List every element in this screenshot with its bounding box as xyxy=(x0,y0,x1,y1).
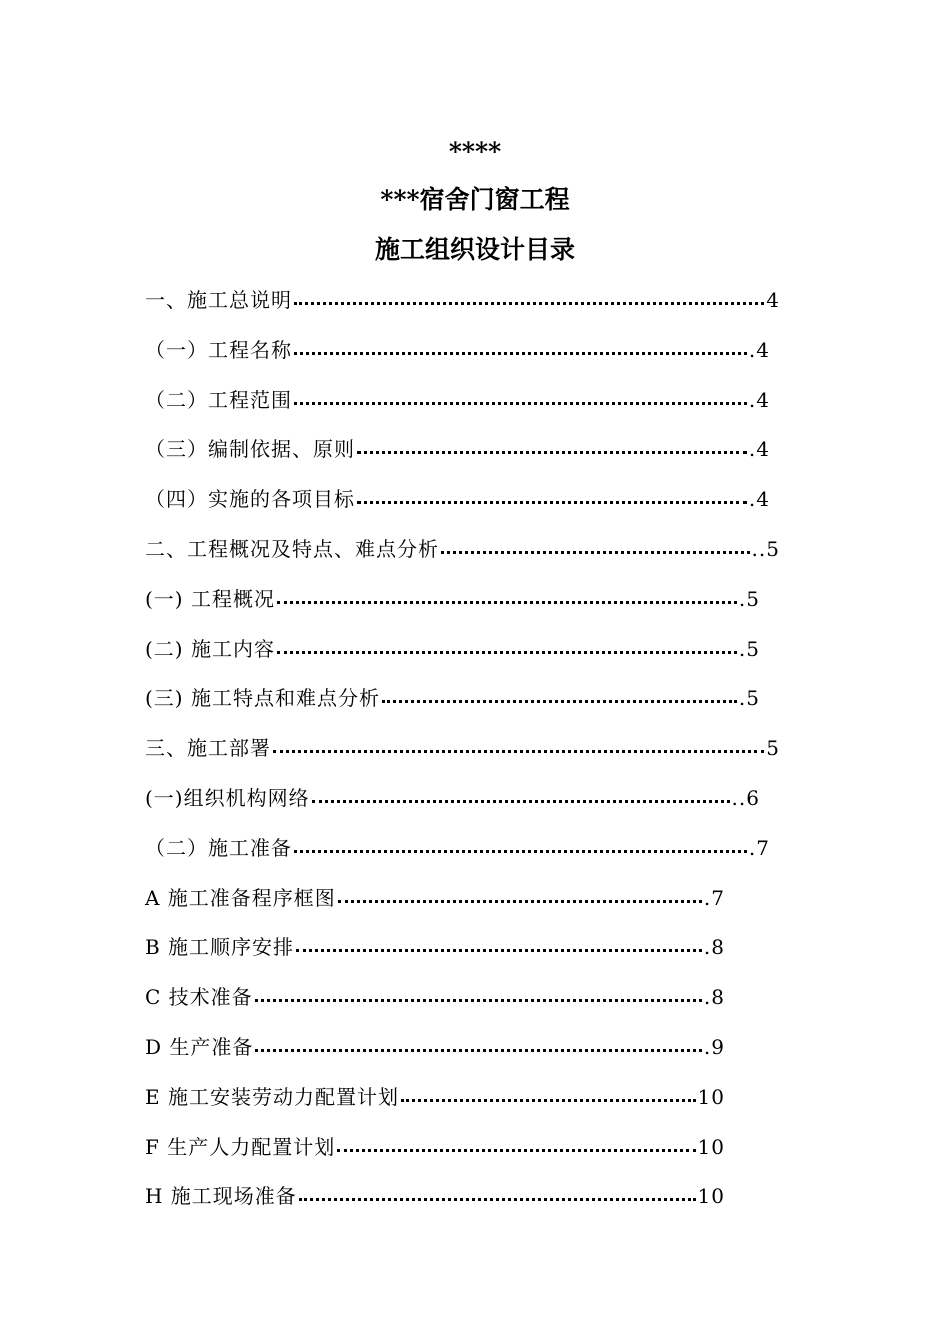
toc-entry xyxy=(145,584,760,614)
toc-entry-label: A 施工准备程序框图 xyxy=(145,886,336,910)
toc-entry xyxy=(145,285,780,315)
toc-entry-label: H 施工现场准备 xyxy=(145,1184,297,1208)
toc-entry xyxy=(145,883,725,913)
toc-dot-leader xyxy=(441,551,750,554)
toc-entry xyxy=(145,1032,725,1062)
toc-entry-page-number: 10 xyxy=(697,1085,725,1109)
toc-entry-page-number: .4 xyxy=(748,338,770,362)
toc-entry-page-number: .7 xyxy=(703,886,725,910)
toc-entry-page-number: 5 xyxy=(766,736,780,760)
toc-entry-label: （一）工程名称 xyxy=(145,338,292,362)
toc-entry-page-number: .4 xyxy=(748,437,770,461)
toc-entry-page-number: .9 xyxy=(703,1035,725,1059)
toc-entry-label: (一)组织机构网络 xyxy=(145,786,310,810)
toc-entry-label: B 施工顺序安排 xyxy=(145,935,295,959)
toc-entry xyxy=(145,1132,725,1162)
toc-entry-page-number: .8 xyxy=(703,985,725,1009)
toc-dot-leader xyxy=(294,302,764,305)
toc-dot-leader xyxy=(277,601,737,604)
toc-entry xyxy=(145,982,725,1012)
toc-dot-leader xyxy=(294,850,747,853)
toc-dot-leader xyxy=(401,1099,696,1102)
toc-dot-leader xyxy=(294,402,747,405)
toc-dot-leader xyxy=(299,1198,696,1201)
toc-entry xyxy=(145,385,770,415)
organization-title: **** xyxy=(448,137,502,166)
toc-dot-leader xyxy=(357,501,747,504)
toc-entry-page-number: .8 xyxy=(703,935,725,959)
toc-entry xyxy=(145,335,770,365)
toc-entry xyxy=(145,783,760,813)
project-title: ***宿舍门窗工程 xyxy=(380,185,570,214)
toc-entry xyxy=(145,733,780,763)
toc-dot-leader xyxy=(255,1049,702,1052)
toc-dot-leader xyxy=(273,750,764,753)
toc-entry-page-number: 4 xyxy=(766,288,780,312)
toc-entry-page-number: .7 xyxy=(748,836,770,860)
document-title: 施工组织设计目录 xyxy=(374,235,575,264)
toc-entry-label: C 技术准备 xyxy=(145,985,253,1009)
toc-entry-page-number: ..5 xyxy=(751,537,780,561)
toc-entry-label: 二、工程概况及特点、难点分析 xyxy=(145,537,439,561)
toc-dot-leader xyxy=(357,451,747,454)
toc-entry xyxy=(145,833,770,863)
toc-entry-page-number: .4 xyxy=(748,388,770,412)
toc-dot-leader xyxy=(337,1149,695,1152)
toc-entry-label: 一、施工总说明 xyxy=(145,288,292,312)
toc-entry-label: F 生产人力配置计划 xyxy=(145,1135,336,1159)
toc-dot-leader xyxy=(277,651,737,654)
toc-entry-page-number: 10 xyxy=(697,1135,725,1159)
toc-entry-label: 三、施工部署 xyxy=(145,736,271,760)
toc-entry-label: （四）实施的各项目标 xyxy=(145,487,355,511)
toc-entry xyxy=(145,683,760,713)
toc-entry-label: (二) 施工内容 xyxy=(145,637,275,661)
toc-entry-page-number: ..6 xyxy=(731,786,760,810)
toc-entry xyxy=(145,434,770,464)
toc-entry-page-number: 10 xyxy=(697,1184,725,1208)
toc-entry-label: (三) 施工特点和难点分析 xyxy=(145,686,380,710)
toc-dot-leader xyxy=(296,949,702,952)
toc-entry-label: (一) 工程概况 xyxy=(145,587,275,611)
toc-entry-label: （二）施工准备 xyxy=(145,836,292,860)
toc-entry xyxy=(145,1181,725,1211)
toc-entry xyxy=(145,484,770,514)
toc-entry-page-number: .5 xyxy=(738,686,760,710)
toc-entry-label: （二）工程范围 xyxy=(145,388,292,412)
toc-entry-page-number: .5 xyxy=(738,637,760,661)
toc-dot-leader xyxy=(338,900,702,903)
toc-entry-label: （三）编制依据、原则 xyxy=(145,437,355,461)
toc-entry xyxy=(145,1082,725,1112)
toc-entry xyxy=(145,634,760,664)
toc-entry-label: D 生产准备 xyxy=(145,1035,254,1059)
toc-entry-page-number: .4 xyxy=(748,487,770,511)
toc-dot-leader xyxy=(312,800,730,803)
toc-entry xyxy=(145,932,725,962)
toc-dot-leader xyxy=(382,700,737,703)
toc-dot-leader xyxy=(294,352,747,355)
toc-entry xyxy=(145,534,780,564)
toc-entry-page-number: .5 xyxy=(738,587,760,611)
toc-entry-label: E 施工安装劳动力配置计划 xyxy=(145,1085,399,1109)
toc-dot-leader xyxy=(255,999,702,1002)
